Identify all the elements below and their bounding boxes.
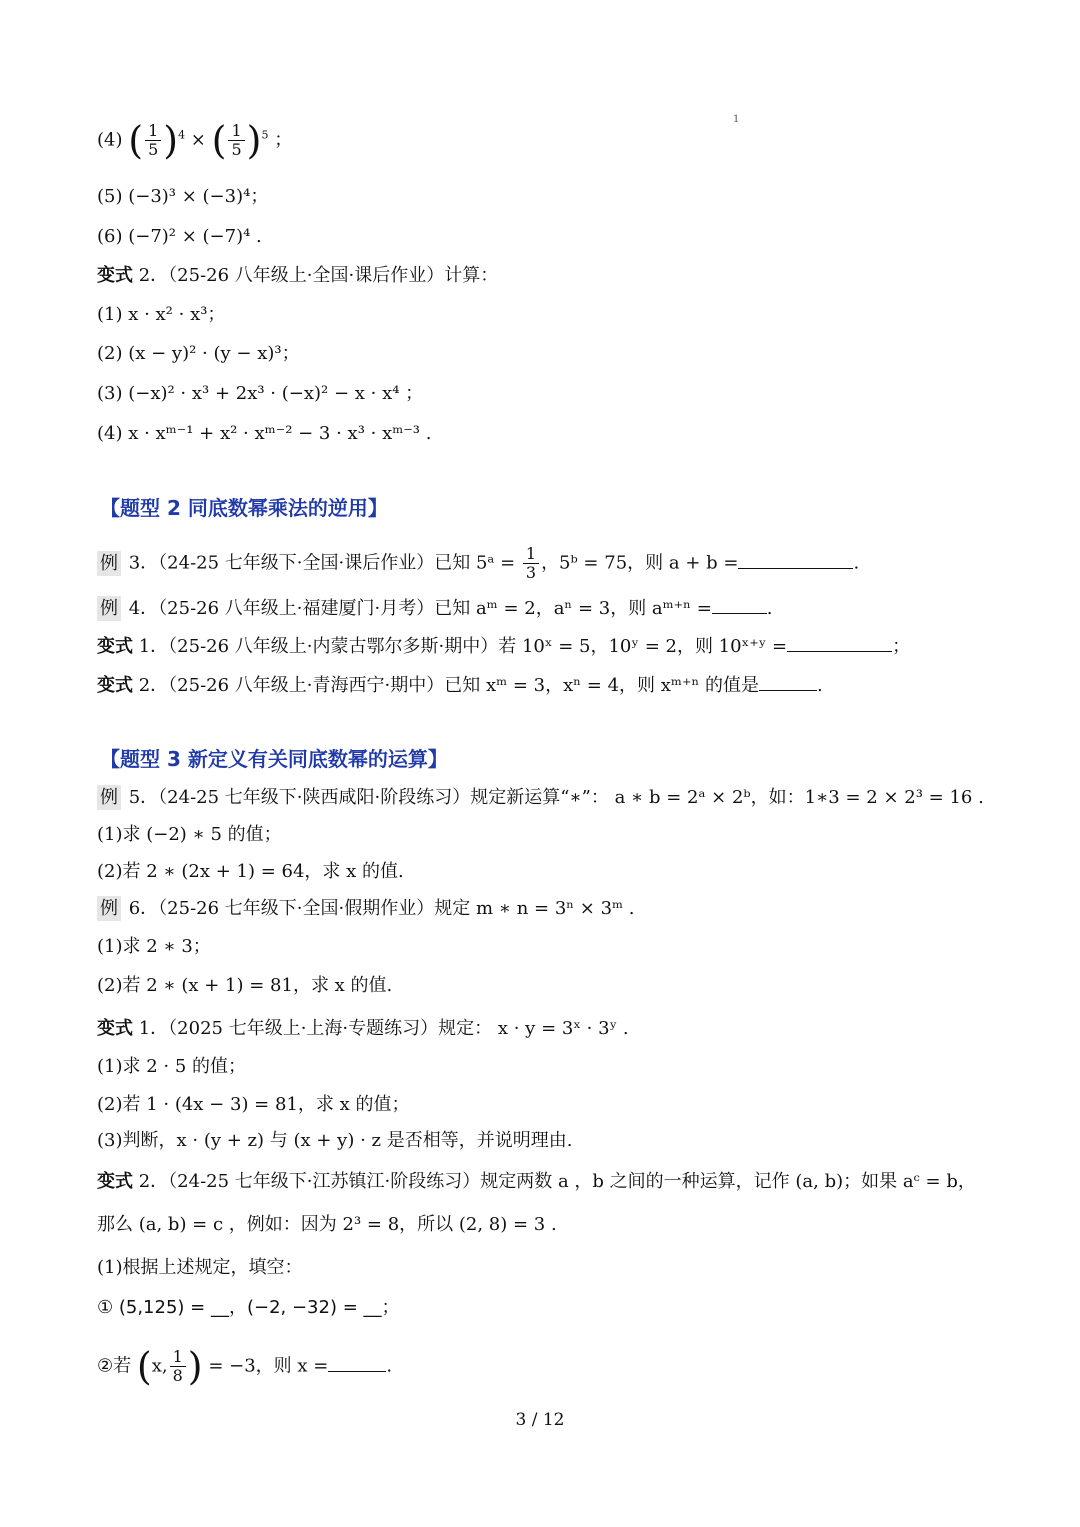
variant-2-q1: (1) x · x² · x³； (97, 304, 226, 325)
variant-label: 变式 (97, 675, 133, 696)
problem-5: (5) (−3)³ × (−3)⁴； (97, 186, 269, 207)
example-label: 例 (97, 551, 121, 576)
variant-1-text: 1．（2025 七年级上·上海·专题练习）规定： x · y = 3ˣ · 3ʸ . (133, 1018, 629, 1039)
example-6-text: 6．（25-26 七年级下·全国·假期作业）规定 m ∗ n = 3ⁿ × 3ᵐ . (123, 898, 635, 919)
variant-label: 变式 (97, 1018, 133, 1039)
example-6-q2: (2)若 2 ∗ (x + 1) = 81，求 x 的值. (97, 975, 393, 996)
left-paren: ( (136, 1344, 152, 1389)
variant-label: 变式 (97, 265, 133, 286)
left-paren: ( (211, 118, 227, 163)
example-label: 例 (97, 785, 121, 810)
example-3 (97, 545, 859, 582)
frac-den: 8 (172, 1366, 183, 1385)
right-paren: ) (246, 118, 262, 163)
q1b-text: = −3，则 x = (208, 1355, 329, 1377)
example-6 (97, 896, 635, 922)
punct: . (386, 1355, 393, 1377)
page-number: 3 / 12 (515, 1410, 565, 1430)
frac-den: 3 (525, 563, 537, 582)
example-5-q2: (2)若 2 ∗ (2x + 1) = 64，求 x 的值. (97, 861, 404, 882)
variant-2-text: 2．（25-26 八年级上·全国·课后作业）计算： (133, 265, 499, 286)
example-label: 例 (97, 596, 121, 621)
section-heading-type3: 【题型 3 新定义有关同底数幂的运算】 (100, 747, 448, 771)
variant-2-q3: (3) (−x)² · x³ + 2x³ · (−x)² − x · x⁴ ； (97, 383, 424, 404)
variant-label: 变式 (97, 636, 133, 657)
answer-blank[interactable] (738, 550, 853, 569)
variant-2-q1: (1)根据上述规定，填空： (97, 1257, 303, 1278)
answer-blank[interactable] (759, 672, 817, 691)
variant-2-text: 2．（25-26 八年级上·青海西宁·期中）已知 xᵐ = 3，xⁿ = 4，则 xᵐ⁺ⁿ 的值是 (133, 675, 759, 696)
variant-1-text: 1．（25-26 八年级上·内蒙古鄂尔多斯·期中）若 10ˣ = 5，10ʸ = 2，则 10ˣ⁺ʸ = (133, 636, 788, 657)
variant-2-q4: (4) x · xᵐ⁻¹ + x² · xᵐ⁻² − 3 · x³ · xᵐ⁻³ . (97, 423, 432, 444)
variant-1-q3: (3)判断，x · (y + z) 与 (x + y) · z 是否相等，并说明理由. (97, 1130, 573, 1151)
left-paren: ( (128, 118, 144, 163)
answer-blank[interactable] (712, 595, 767, 614)
problem-4-number: (4) (97, 129, 123, 151)
example-4 (97, 595, 773, 622)
fraction: $\frac{1}{5}$ (145, 122, 161, 159)
variant-2-q1b (97, 1344, 393, 1389)
example-3-text-b: ，5ᵇ = 75，则 a + b = (541, 552, 739, 574)
section-heading-type2: 【题型 2 同底数幂乘法的逆用】 (100, 496, 388, 520)
example-5-q1: (1)求 (−2) ∗ 5 的值； (97, 824, 282, 845)
q1b-x: x, (151, 1355, 168, 1377)
frac-num: 1 (170, 1348, 186, 1367)
example-label: 例 (97, 896, 121, 921)
example-4-text: 4．（25-26 八年级上·福建厦门·月考）已知 aᵐ = 2，aⁿ = 3，则 aᵐ⁺ⁿ = (123, 598, 712, 619)
fraction: $\frac{1}{5}$ (228, 122, 244, 159)
problem-4: (4) ( $\frac{1}{5}$ )$^4$ × ( $\frac{1}{5}$ )$^5$ ； (97, 118, 293, 163)
frac-num: 1 (523, 545, 539, 564)
example-6-q1: (1)求 2 ∗ 3； (97, 936, 211, 957)
variant-2-type2 (97, 672, 823, 699)
right-paren: ) (163, 118, 179, 163)
right-paren: ) (187, 1344, 203, 1389)
example-5 (97, 785, 984, 811)
variant-label: 变式 (97, 1171, 133, 1192)
variant-1-type2 (97, 633, 910, 660)
punct: ； (274, 129, 293, 151)
fraction (170, 1348, 186, 1385)
variant-1-q1: (1)求 2 · 5 的值； (97, 1056, 247, 1077)
punct: . (766, 598, 773, 619)
punct: . (853, 552, 860, 574)
variant-2-header (97, 263, 498, 289)
variant-1-q2: (2)若 1 · (4x − 3) = 81，求 x 的值； (97, 1094, 410, 1115)
answer-blank[interactable] (787, 633, 892, 652)
example-5-text: 5．（24-25 七年级下·陕西咸阳·阶段练习）规定新运算“∗”： a ∗ b = 2ᵃ × 2ᵇ，如：1∗3 = 2 × 2³ = 16 . (123, 787, 984, 808)
variant-2-q2: (2) (x − y)² · (y − x)³； (97, 343, 300, 364)
problem-6: (6) (−7)² × (−7)⁴ . (97, 226, 262, 247)
variant-2-text: 2．（24-25 七年级下·江苏镇江·阶段练习）规定两数 a ，b 之间的一种运算，记作 (a, b)；如果 aᶜ = b， (133, 1171, 976, 1192)
fraction (523, 545, 539, 582)
punct: . (816, 675, 823, 696)
variant-2-q1a: ① (5,125) = __，(−2, −32) = __； (97, 1297, 400, 1318)
variant-2-text-line2: 那么 (a, b) = c ，例如：因为 2³ = 8，所以 (2, 8) = 3 . (97, 1214, 557, 1235)
variant-1-type3 (97, 1016, 629, 1042)
punct: ； (892, 636, 911, 657)
example-3-text-a: 3．（24-25 七年级下·全国·课后作业）已知 5ᵃ = (123, 552, 521, 574)
q1b-prefix: ②若 (97, 1355, 132, 1377)
variant-2-type3 (97, 1169, 976, 1195)
answer-blank[interactable] (328, 1353, 386, 1372)
page-corner-mark: 1 (733, 114, 740, 125)
